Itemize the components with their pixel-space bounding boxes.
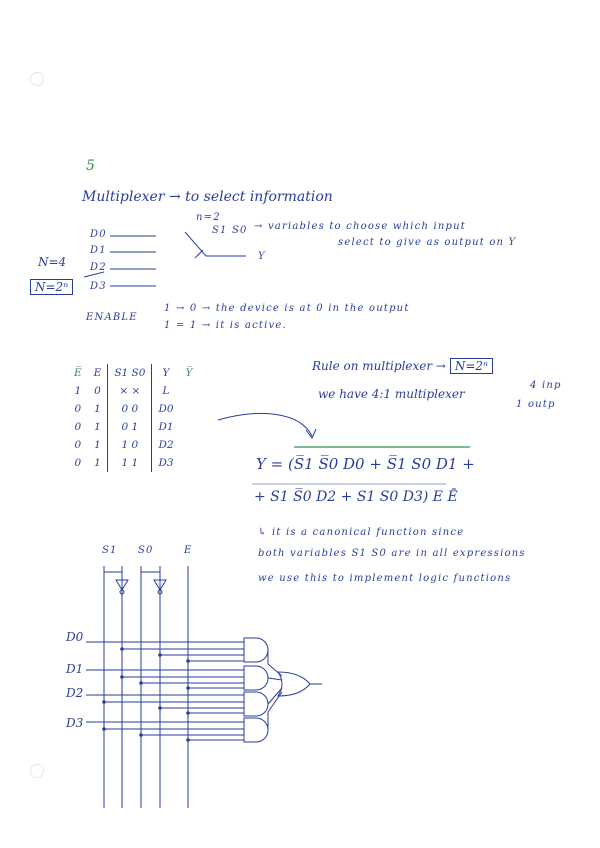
title-word: Multiplexer [82,189,165,205]
circuit-input-d0: D0 [66,630,84,644]
cell: × × [108,382,152,400]
rule-label: Rule on multiplexer → [312,359,446,373]
enable-label: ENABLE [86,312,138,323]
rule-formula: N=2ⁿ [450,358,493,374]
cell: 0 [74,421,82,433]
cell: L [152,382,180,400]
header-y: Y [152,364,180,382]
and-gate-1 [244,666,268,690]
cell: 1 [94,457,101,469]
select-lines: S1 S0 [212,225,248,236]
circuit-input-d1: D1 [66,662,84,676]
rule-note-2: 1 outp [516,399,556,410]
n-equals-4: N=4 [38,255,67,269]
select-note-2: select to give as output on Y [338,237,517,248]
select-note-1: → variables to choose which input [254,221,466,232]
header-e: E [93,367,102,379]
title-rest: to select information [185,189,333,205]
and-gate-2 [244,692,268,716]
cell: D2 [152,436,180,454]
input-label-d0: D0 [90,229,107,240]
cell: D1 [152,418,180,436]
cell: D3 [152,454,180,472]
cell: 0 [74,457,82,469]
header-s: S1 S0 [108,364,152,382]
cell: 1 [94,421,101,433]
page-number: 5 [86,158,95,174]
input-label-d1: D1 [90,245,107,256]
cell: 1 [94,439,101,451]
equation-line-2: + S1 S̅0 D2 + S1 S0 D3) E Ē [254,489,458,505]
circuit-label-e: E [184,545,193,556]
enable-line-1: 1 → 0 → the device is at 0 in the output [164,303,410,314]
input-label-d3: D3 [90,281,107,292]
enable-line-2: 1 = 1 → it is active. [164,320,287,331]
rule-note-1: 4 inp [530,380,562,391]
n-formula-boxed: N=2ⁿ [30,279,73,295]
equation-line-1: Y = (S̅1 S̅0 D0 + S̅1 S0 D1 + [256,455,475,473]
cell: 1 0 [108,436,152,454]
and-gate-0 [244,638,268,662]
note-line-3: we use this to implement logic functions [258,573,512,584]
circuit-input-d3: D3 [66,716,84,730]
header-y-bar: Y̅ [185,367,193,379]
header-e-bar: E̅ [74,367,82,379]
and-gate-3 [244,718,268,742]
cell: 0 1 [108,418,152,436]
cell: 0 [74,439,82,451]
cell: 0 0 [108,400,152,418]
cell: 1 1 [108,454,152,472]
note-line-2: both variables S1 S0 are in all expressions [258,548,526,559]
circuit-input-d2: D2 [66,686,84,700]
note-line-1: ↳ it is a canonical function since [258,527,465,538]
circuit-label-s0: S0 [138,545,154,556]
circuit-label-s1: S1 [102,545,118,556]
cell: 0 [74,403,82,415]
input-label-d2: D2 [90,262,107,273]
n-equals: n=2 [196,212,221,223]
cell: 1 [74,385,82,397]
rule-line-2: we have 4:1 multiplexer [318,387,465,401]
cell: D0 [152,400,180,418]
or-gate [278,672,310,696]
cell: 1 [94,403,101,415]
title-arrow: → [168,189,181,205]
cell: 0 [94,385,101,397]
output-y: Y [258,251,266,262]
